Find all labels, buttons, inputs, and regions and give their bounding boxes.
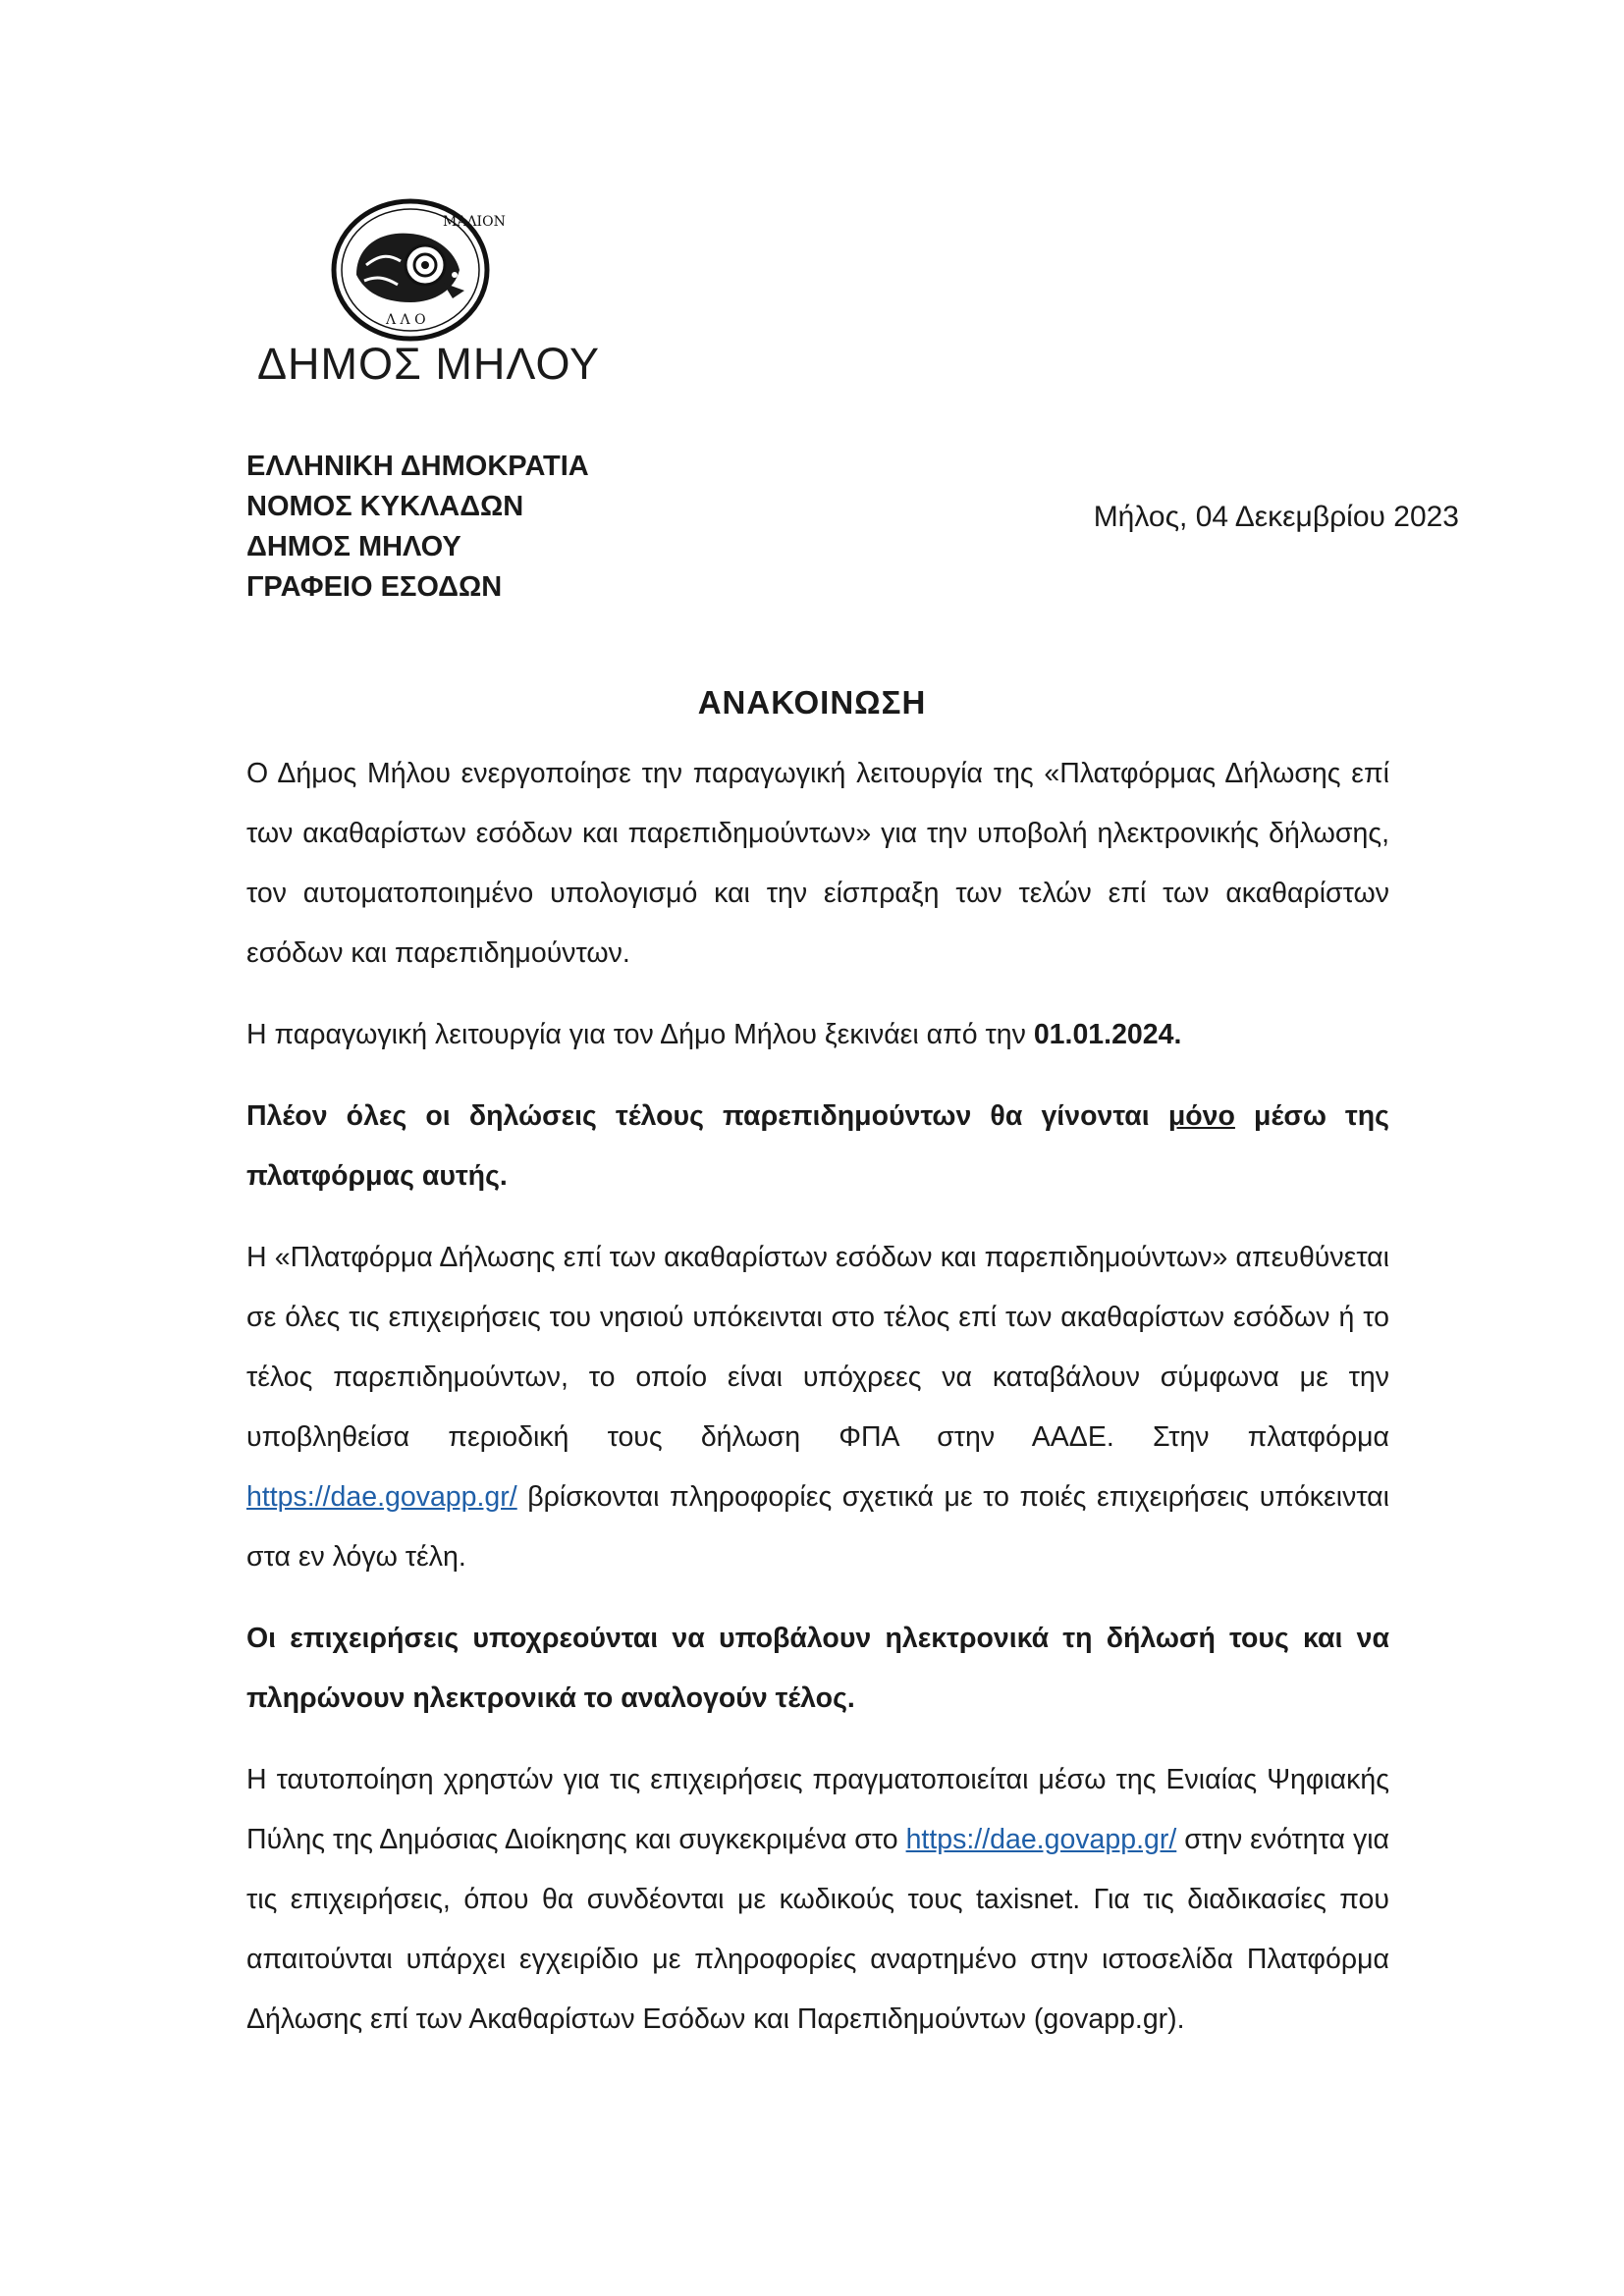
header-line-municipality: ΔΗΜΟΣ ΜΗΛΟΥ <box>246 531 461 562</box>
header-line-country: ΕΛΛΗΝΙΚΗ ΔΗΜΟΚΡΑΤΙΑ <box>246 451 589 482</box>
paragraph-3-underlined: μόνο <box>1167 1100 1235 1132</box>
platform-link-2[interactable]: https://dae.govapp.gr/ <box>905 1824 1177 1855</box>
paragraph-3 <box>246 1087 1389 1206</box>
logo-coin-letters: ΜΑΛΙΟΝ <box>443 214 506 230</box>
municipality-logo-icon <box>327 196 506 344</box>
paragraph-6-text-b: στην ενότητα για τις επιχειρήσεις, όπου θα συνδέονται με κωδικούς τους taxisnet. Για τις διαδικασίες που απαιτούνται υπάρχει εγχειρίδιο με πληροφορίες αναρτημένο στην ιστοσελίδα Πλατφόρμα Δήλωσης επί των Ακαθαρίστων Εσόδων και Παρεπιδημούντων (govapp.gr). <box>246 1824 1390 2035</box>
document-date: Μήλος, 04 Δεκεμβρίου 2023 <box>1093 501 1459 533</box>
logo-municipality-name: ΔΗΜΟΣ ΜΗΛΟΥ <box>257 339 601 389</box>
svg-text:Λ Λ Ο: Λ Λ Ο <box>386 312 426 328</box>
paragraph-4-text-b: βρίσκονται πληροφορίες σχετικά με το ποιές επιχειρήσεις υπόκεινται στα εν λόγω τέλη. <box>246 1481 1389 1573</box>
paragraph-4-text-a: Η «Πλατφόρμα Δήλωσης επί των ακαθαρίστων εσόδων και παρεπιδημούντων» απευθύνεται σε όλες τις επιχειρήσεις του νησιού υπόκεινται στο τέλος επί των ακαθαρίστων εσόδων ή το τέλος παρεπιδημούντων, το οποίο είναι υπόχρεες να καταβάλουν σύμφωνα με την υποβληθείσα περιοδική τους δήλωση ΦΠΑ στην ΑΑΔΕ. Στην πλατφόρμα <box>246 1242 1389 1453</box>
paragraph-3-text-a: Πλέον όλες οι δηλώσεις τέλους παρεπιδημούντων θα γίνονται <box>246 1100 1168 1132</box>
announcement-body <box>246 744 1389 2071</box>
paragraph-6 <box>246 1750 1389 2050</box>
paragraph-1: Ο Δήμος Μήλου ενεργοποίησε την παραγωγική λειτουργία της «Πλατφόρμας Δήλωσης επί των ακαθαρίστων εσόδων και παρεπιδημούντων» για την υποβολή ηλεκτρονικής δήλωσης, τον αυτοματοποιημένο υπολογισμό και την είσπραξη των τελών επί των ακαθαρίστων εσόδων και παρεπιδημούντων. <box>246 758 1389 969</box>
platform-link-1[interactable]: https://dae.govapp.gr/ <box>246 1481 517 1513</box>
paragraph-6-text-a: Η ταυτοποίηση χρηστών για τις επιχειρήσεις πραγματοποιείται μέσω της Ενιαίας Ψηφιακής Πύλης της Δημόσιας Διοίκησης και συγκεκριμένα στο <box>246 1764 1389 1855</box>
header-line-prefecture: ΝΟΜΟΣ ΚΥΚΛΑΔΩΝ <box>246 491 524 522</box>
paragraph-4 <box>246 1228 1389 1587</box>
header-line-office: ΓΡΑΦΕΙΟ ΕΣΟΔΩΝ <box>246 571 503 603</box>
paragraph-2 <box>246 1005 1389 1065</box>
document-title: ΑΝΑΚΟΙΝΩΣΗ <box>697 684 927 721</box>
paragraph-2-text: Η παραγωγική λειτουργία για τον Δήμο Μήλου ξεκινάει από την <box>246 1019 1034 1050</box>
issuer-header <box>246 447 589 608</box>
paragraph-3-text-b: μέσω της πλατφόρμας αυτής. <box>246 1100 1389 1192</box>
paragraph-5: Οι επιχειρήσεις υποχρεούνται να υποβάλουν ηλεκτρονικά τη δήλωσή τους και να πληρώνουν ηλεκτρονικά το αναλογούν τέλος. <box>246 1623 1389 1714</box>
start-date: 01.01.2024. <box>1033 1019 1182 1050</box>
